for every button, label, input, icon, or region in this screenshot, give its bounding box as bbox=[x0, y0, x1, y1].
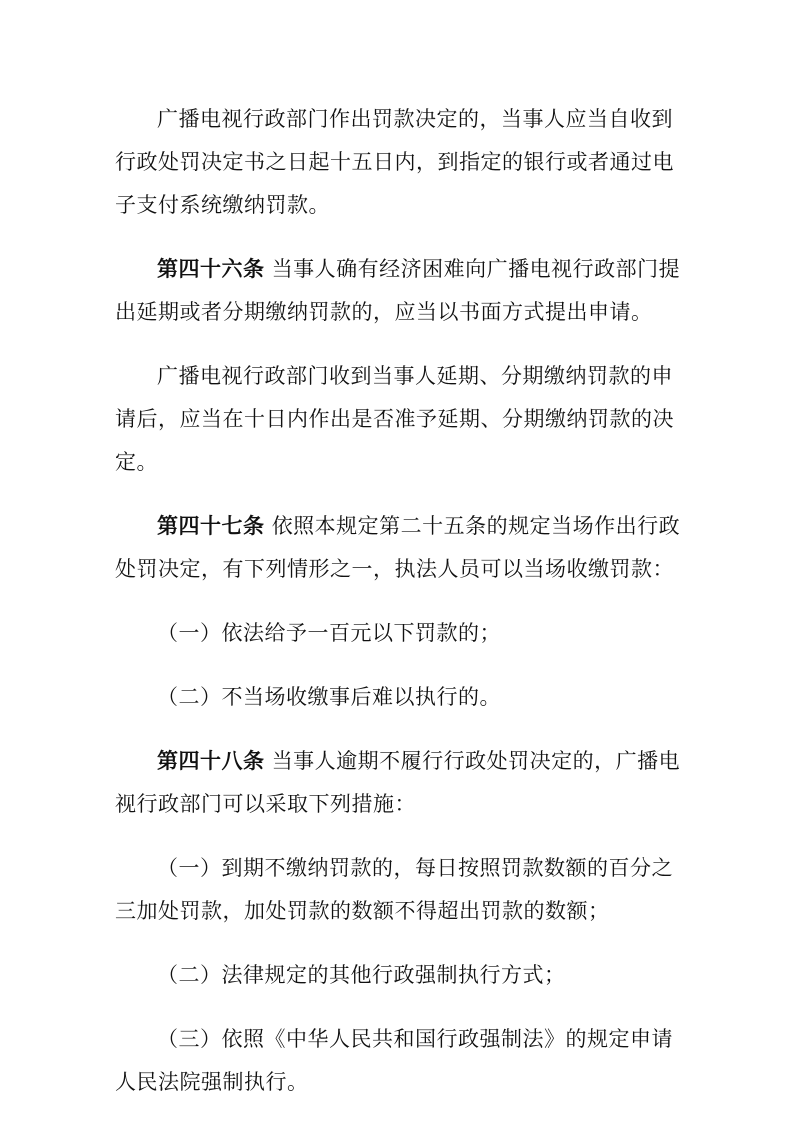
article-number: 第四十六条 bbox=[157, 257, 265, 281]
list-item-47-1 bbox=[115, 612, 685, 655]
paragraph-text: （一）到期不缴纳罚款的，每日按照罚款数额的百分之三加处罚款，加处罚款的数额不得超出罚款的数额； bbox=[115, 856, 673, 923]
article-number: 第四十七条 bbox=[157, 514, 265, 538]
list-item-47-2 bbox=[115, 676, 685, 719]
list-item-48-1 bbox=[115, 847, 685, 933]
paragraph-decision-deadline bbox=[115, 355, 685, 484]
paragraph-text: （二）法律规定的其他行政强制执行方式； bbox=[157, 963, 566, 987]
paragraph-text: 当事人确有经济困难向广播电视行政部门提出延期或者分期缴纳罚款的，应当以书面方式提出申请。 bbox=[115, 257, 681, 324]
article-48 bbox=[115, 740, 685, 826]
paragraph-text: 依照本规定第二十五条的规定当场作出行政处罚决定，有下列情形之一，执法人员可以当场收缴罚款： bbox=[115, 514, 681, 581]
paragraph-text: 当事人逾期不履行行政处罚决定的，广播电视行政部门可以采取下列措施： bbox=[115, 749, 681, 816]
paragraph-text: （三）依照《中华人民共和国行政强制法》的规定申请人民法院强制执行。 bbox=[115, 1027, 673, 1094]
article-46 bbox=[115, 248, 685, 334]
article-47 bbox=[115, 505, 685, 591]
list-item-48-2 bbox=[115, 954, 685, 997]
paragraph-text: 广播电视行政部门收到当事人延期、分期缴纳罚款的申请后，应当在十日内作出是否准予延期、分期缴纳罚款的决定。 bbox=[115, 364, 674, 474]
paragraph-text: 广播电视行政部门作出罚款决定的，当事人应当自收到行政处罚决定书之日起十五日内，到指定的银行或者通过电子支付系统缴纳罚款。 bbox=[115, 107, 674, 217]
paragraph-fine-payment-deadline bbox=[115, 98, 685, 227]
paragraph-text: （二）不当场收缴事后难以执行的。 bbox=[157, 685, 501, 709]
list-item-48-3 bbox=[115, 1018, 685, 1104]
paragraph-text: （一）依法给予一百元以下罚款的； bbox=[157, 621, 501, 645]
article-number: 第四十八条 bbox=[157, 749, 265, 773]
